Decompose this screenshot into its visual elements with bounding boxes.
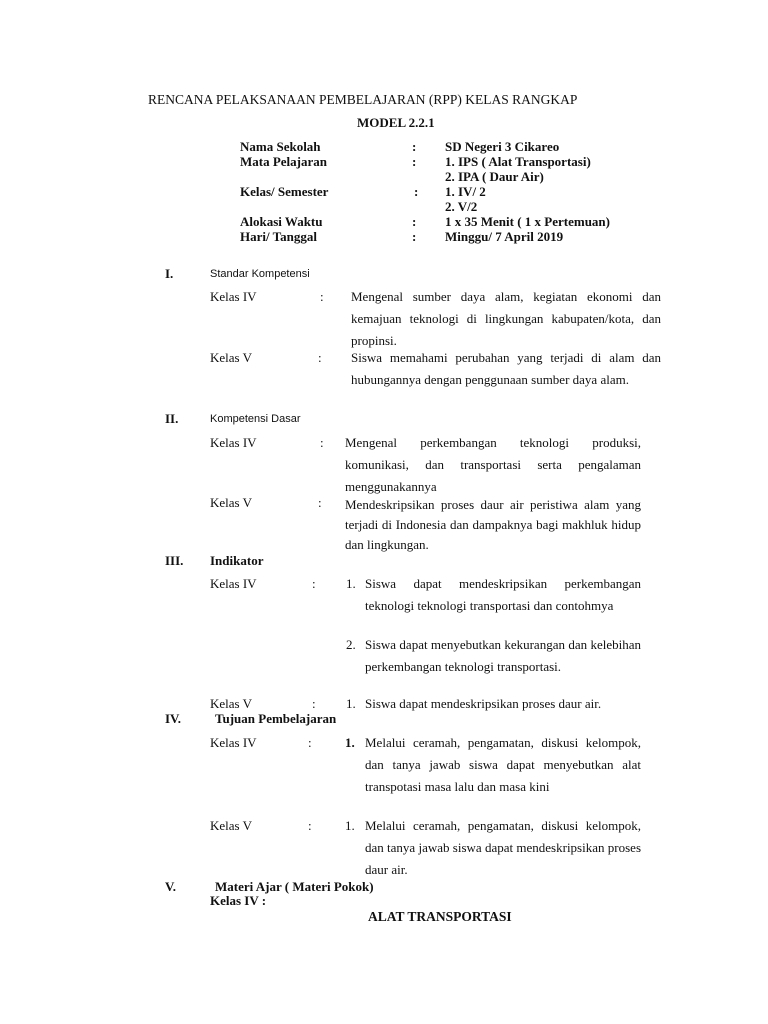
section-number: II. [165, 411, 179, 426]
subject-value-1: 1. IPS ( Alat Transportasi) [445, 154, 591, 169]
section-number: III. [165, 553, 184, 568]
class-label: Kelas/ Semester [240, 184, 329, 199]
colon: : [320, 289, 324, 304]
kelas-label: Kelas V [210, 495, 253, 510]
kelas-text: Mendeskripsikan proses daur air peristiwa alam yang terjadi di Indonesia dan dampaknya bagi makhluk hidup dan lingkungan. [345, 497, 641, 552]
colon: : [412, 214, 417, 229]
section-title: Kompetensi Dasar [210, 413, 301, 425]
time-label: Alokasi Waktu [240, 214, 323, 229]
section-number: V. [165, 879, 176, 894]
class-value-1: 1. IV/ 2 [445, 184, 486, 199]
kelas-label: Kelas V [210, 350, 253, 365]
colon: : [308, 818, 312, 833]
model-label: MODEL 2.2.1 [357, 115, 435, 130]
colon: : [318, 350, 322, 365]
section-title: Materi Ajar ( Materi Pokok) [215, 879, 374, 894]
colon: : [308, 735, 312, 750]
list-item: Siswa dapat mendeskripsikan proses daur air. [365, 696, 602, 711]
kelas-label: Kelas IV [210, 289, 257, 304]
section-title: Standar Kompetensi [210, 268, 310, 280]
list-number: 1. [346, 576, 356, 591]
list-number: 2. [346, 637, 356, 652]
colon: : [412, 229, 417, 244]
kelas-text: Siswa memahami perubahan yang terjadi di alam dan hubungannya dengan penggunaan sumber daya alam. [351, 350, 661, 387]
list-number: 1. [345, 818, 355, 833]
kelas-label: Kelas IV [210, 435, 257, 450]
document-title: RENCANA PELAKSANAAN PEMBELAJARAN (RPP) KELAS RANGKAP [148, 92, 578, 107]
list-item: Melalui ceramah, pengamatan, diskusi kelompok, dan tanya jawab siswa dapat menyebutkan alat transpotasi masa lalu dan masa kini [365, 735, 641, 794]
section-title: Indikator [210, 553, 264, 568]
kelas-label: Kelas IV : [210, 893, 267, 908]
list-item: Melalui ceramah, pengamatan, diskusi kelompok, dan tanya jawab siswa dapat mendeskripsikan proses daur air. [365, 818, 641, 877]
kelas-label: Kelas V [210, 696, 253, 711]
colon: : [412, 139, 417, 154]
material-heading: ALAT TRANSPORTASI [368, 909, 512, 924]
colon: : [320, 435, 324, 450]
kelas-label: Kelas V [210, 818, 253, 833]
colon: : [312, 576, 316, 591]
kelas-text: Mengenal perkembangan teknologi produksi, komunikasi, dan transportasi serta pengalaman menggunakannya [345, 435, 641, 494]
list-number: 1. [345, 735, 355, 750]
school-value: SD Negeri 3 Cikareo [445, 139, 560, 154]
kelas-text: Mengenal sumber daya alam, kegiatan ekonomi dan kemajuan teknologi di lingkungan kabupaten/kota, dan propinsi. [351, 289, 661, 348]
kelas-label: Kelas IV [210, 735, 257, 750]
day-label: Hari/ Tanggal [240, 229, 317, 244]
colon: : [318, 495, 322, 510]
section-number: I. [165, 266, 174, 281]
section-number: IV. [165, 711, 182, 726]
class-value-2: 2. V/2 [445, 199, 478, 214]
subject-label: Mata Pelajaran [240, 154, 328, 169]
list-number: 1. [346, 696, 356, 711]
list-item: Siswa dapat menyebutkan kekurangan dan kelebihan perkembangan teknologi transportasi. [365, 637, 641, 674]
kelas-label: Kelas IV [210, 576, 257, 591]
time-value: 1 x 35 Menit ( 1 x Pertemuan) [445, 214, 610, 229]
colon: : [312, 696, 316, 711]
subject-value-2: 2. IPA ( Daur Air) [445, 169, 544, 184]
school-label: Nama Sekolah [240, 139, 321, 154]
colon: : [412, 154, 417, 169]
section-title: Tujuan Pembelajaran [215, 711, 337, 726]
list-item: Siswa dapat mendeskripsikan perkembangan teknologi teknologi transportasi dan contohmya [365, 576, 641, 613]
day-value: Minggu/ 7 April 2019 [445, 229, 564, 244]
colon: : [414, 184, 419, 199]
